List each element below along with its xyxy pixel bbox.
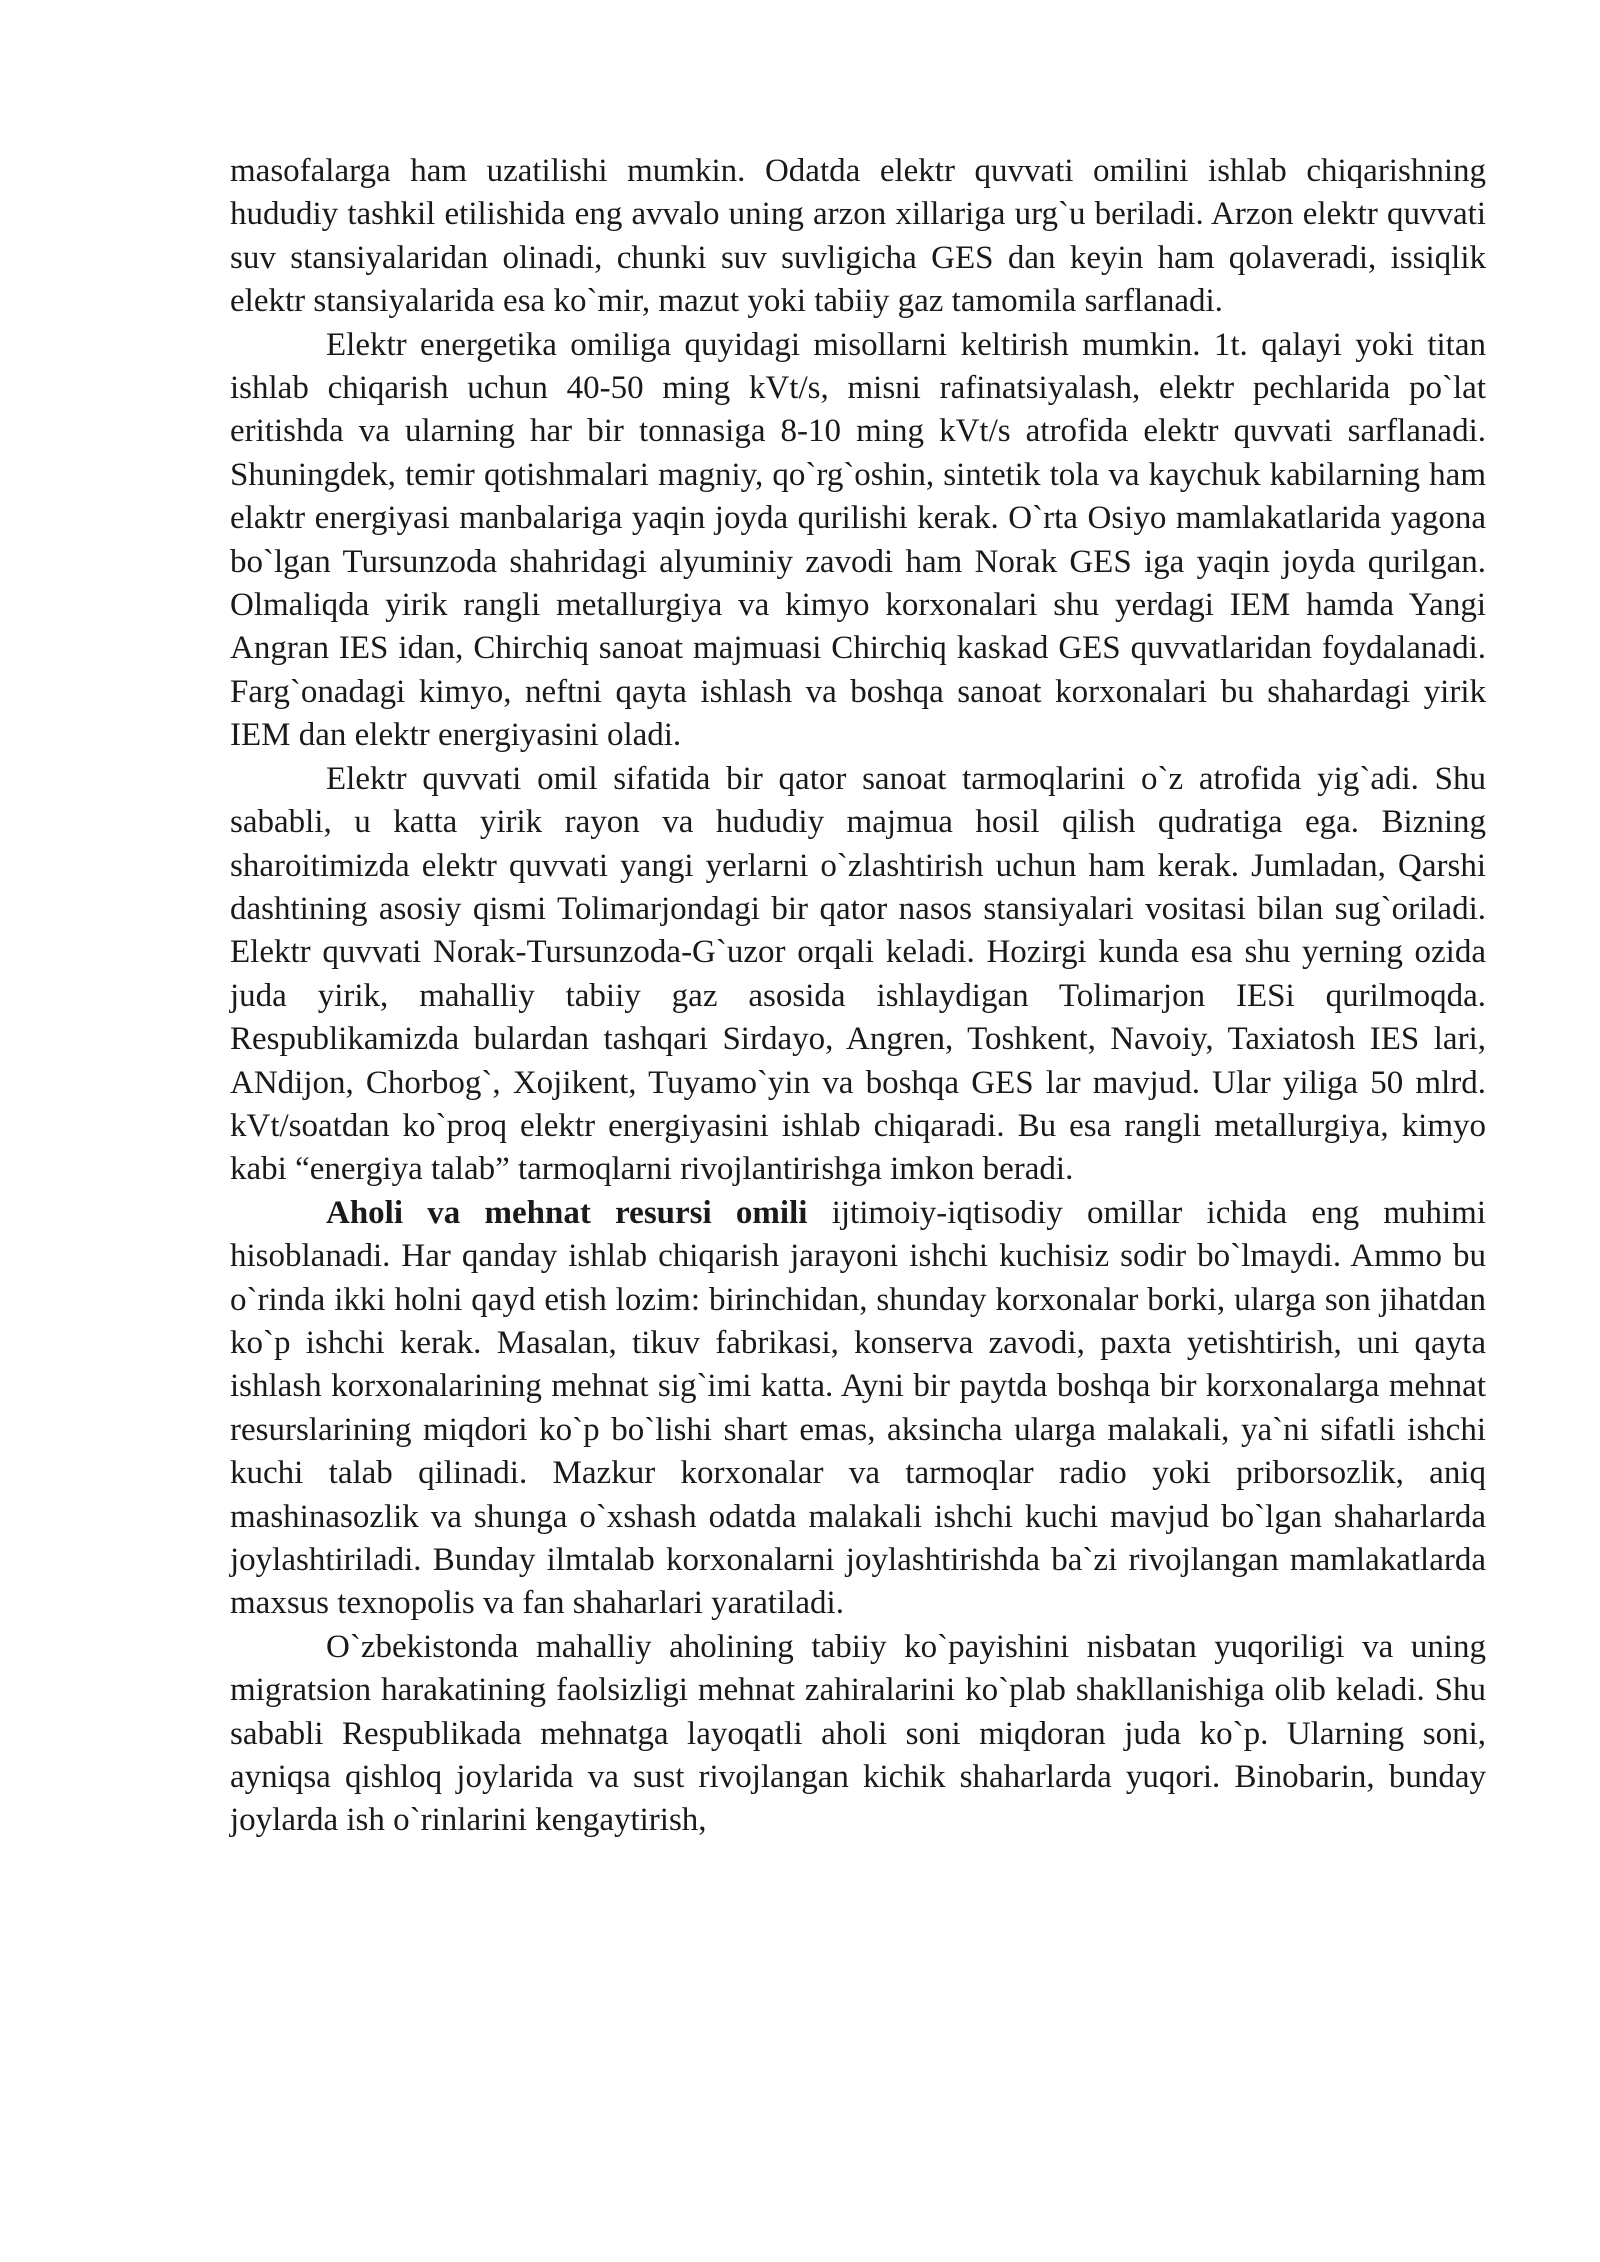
paragraph-1: masofalarga ham uzatilishi mumkin. Odatda elektr quvvati omilini ishlab chiqarishning hududiy tashkil etilishida eng avvalo uning arzon xillariga urg`u beriladi. Arzon elektr quvvati suv stansiyalaridan olinadi, chunki suv suvligicha GES dan keyin ham qolaveradi, issiqlik elektr stansiyalarida esa ko`mir, mazut yoki tabiiy gaz tamomila sarflanadi. xyxy=(230,153,1486,320)
section-term-heading: Aholi va mehnat resursi omili xyxy=(326,1194,808,1231)
paragraph-4-body: ijtimoiy-iqtisodiy omillar ichida eng muhimi hisoblanadi. Har qanday ishlab chiqarish jarayoni ishchi kuchisiz sodir bo`lmaydi. Ammo bu o`rinda ikki holni qayd etish lozim: birinchidan, shunday korxonalar borki, ularga son jihatdan ko`p ishchi kerak. Masalan, tikuv fabrikasi, konserva zavodi, paxta yetishtirish, uni qayta ishlash korxonalarining mehnat sig`imi katta. Ayni bir paytda boshqa bir korxonalarga mehnat resurslarining miqdori ko`p bo`lishi shart emas, aksincha ularga malakali, ya`ni sifatli ishchi kuchi talab qilinadi. Mazkur korxonalar va tarmoqlar radio yoki priborsozlik, aniq mashinasozlik va shunga o`xshash odatda malakali ishchi kuchi mavjud bo`lgan shaharlarda joylashtiriladi. Bunday ilmtalab korxonalarni joylashtirishda ba`zi rivojlangan mamlakatlarda maxsus texnopolis va fan shaharlari yaratiladi. xyxy=(230,1194,1487,1622)
paragraph-2: Elektr energetika omiliga quyidagi misollarni keltirish mumkin. 1t. qalayi yoki titan ishlab chiqarish uchun 40-50 ming kVt/s, misni rafinatsiyalash, elektr pechlarida po`lat eritishda va ularning har bir tonnasiga 8-10 ming kVt/s atrofida elektr quvvati sarflanadi. Shuningdek, temir qotishmalari magniy, qo`rg`oshin, sintetik tola va kaychuk kabilarning ham elaktr energiyasi manbalariga yaqin joyda qurilishi kerak. O`rta Osiyo mamlakatlarida yagona bo`lgan Tursunzoda shahridagi alyuminiy zavodi ham Norak GES iga yaqin joyda qurilgan. Olmaliqda yirik rangli metallurgiya va kimyo korxonalari shu yerdagi IEM hamda Yangi Angran IES idan, Chirchiq sanoat majmuasi Chirchiq kaskad GES quvvatlaridan foydalanadi. Farg`onadagi kimyo, neftni qayta ishlash va boshqa sanoat korxonalari bu shahardagi yirik IEM dan elektr energiyasini oladi. xyxy=(230,326,1486,754)
document-page xyxy=(230,150,1486,1843)
paragraph-4 xyxy=(230,1192,1486,1626)
paragraph-5: O`zbekistonda mahalliy aholining tabiiy ko`payishini nisbatan yuqoriligi va uning migratsion harakatining faolsizligi mehnat zahiralarini ko`plab shakllanishiga olib keladi. Shu sababli Respublikada mehnatga layoqatli aholi soni miqdoran juda ko`p. Ularning soni, ayniqsa qishloq joylarida va sust rivojlangan kichik shaharlarda yuqori. Binobarin, bunday joylarda ish o`rinlarini kengaytirish, xyxy=(230,1628,1486,1839)
paragraph-3: Elektr quvvati omil sifatida bir qator sanoat tarmoqlarini o`z atrofida yig`adi. Shu sababli, u katta yirik rayon va hududiy majmua hosil qilish qudratiga ega. Bizning sharoitimizda elektr quvvati yangi yerlarni o`zlashtirish uchun ham kerak. Jumladan, Qarshi dashtining asosiy qismi Tolimarjondagi bir qator nasos stansiyalari vositasi bilan sug`oriladi. Elektr quvvati Norak-Tursunzoda-G`uzor orqali keladi. Hozirgi kunda esa shu yerning ozida juda yirik, mahalliy tabiiy gaz asosida ishlaydigan Tolimarjon IESi qurilmoqda. Respublikamizda bulardan tashqari Sirdayo, Angren, Toshkent, Navoiy, Taxiatosh IES lari, ANdijon, Chorbog`, Xojikent, Tuyamo`yin va boshqa GES lar mavjud. Ular yiliga 50 mlrd. kVt/soatdan ko`proq elektr energiyasini ishlab chiqaradi. Bu esa rangli metallurgiya, kimyo kabi “energiya talab” tarmoqlarni rivojlantirishga imkon beradi. xyxy=(230,760,1486,1188)
